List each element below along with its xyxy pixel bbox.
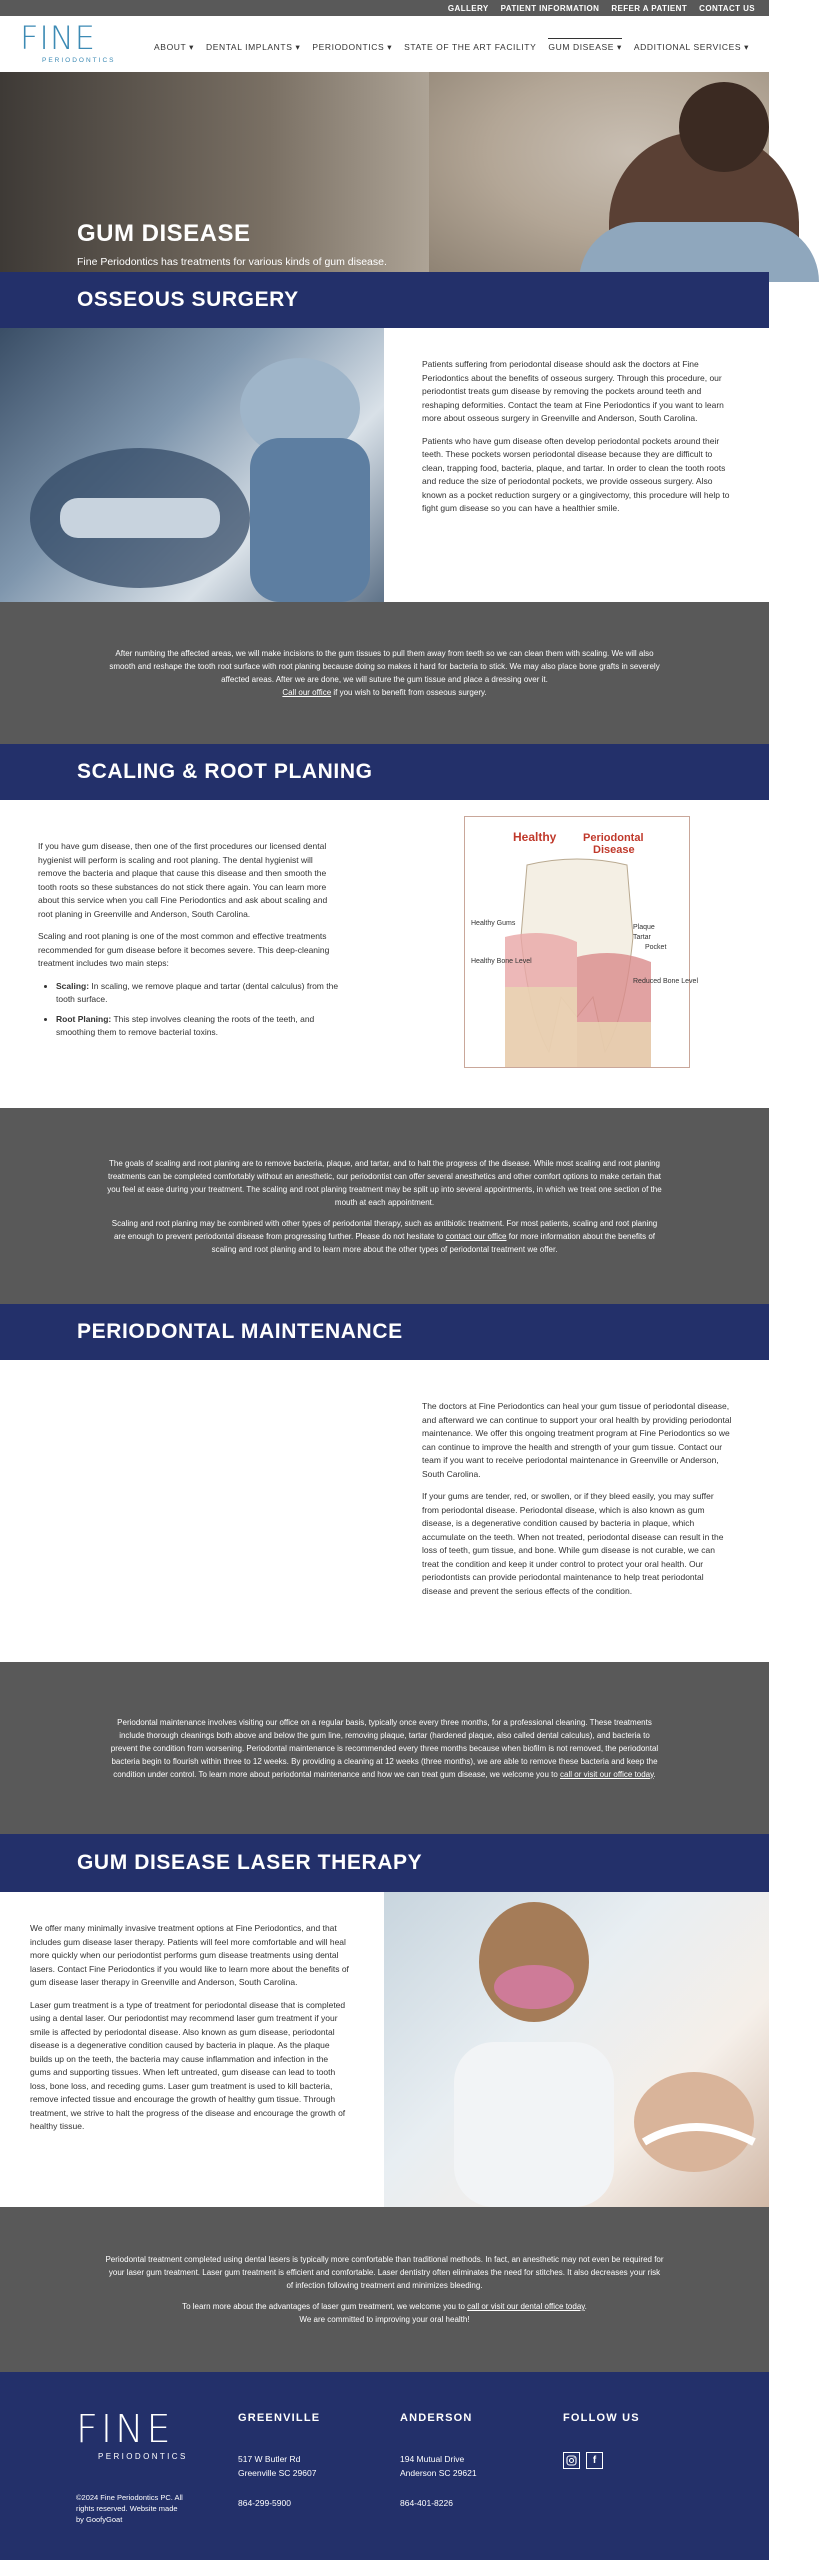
step-label: Scaling:: [56, 980, 90, 991]
nav-item-label: ABOUT: [154, 42, 187, 52]
laser-grey-paragraph-1: Periodontal treatment completed using dental lasers is typically more comfortable than traditional methods. In fact, an anesthetic may not even be required for your laser gum treatment. Laser gum treatment is efficient and comfortable. Laser dentistry often eliminates the need for stitches. It also decreases your risk of infection following treatment and minimizes bleeding.: [105, 2255, 664, 2290]
diagram-label-tartar: Tartar: [633, 934, 651, 941]
section-title: GUM DISEASE LASER THERAPY: [77, 1851, 423, 1874]
maintenance-paragraph-2: If your gums are tender, red, or swollen, or if they bleed easily, you may suffer from periodontal disease. Periodontal disease, which is also known as gum disease, is a degenerative condition caused by bacteria in plaque, which accumulate on the teeth. When not treated, periodontal disease can result in the loss of teeth, gum tissue, and bone. While gum disease is not curable, we can treat the condition and keep it under control to protect your oral health. Our periodontists can provide periodontal maintenance to help treat periodontal disease and prevent the serious effects of the condition.: [422, 1491, 724, 1596]
surgery-photo: [0, 328, 384, 602]
logo-wordmark: FINE: [20, 19, 96, 57]
contact-office-link[interactable]: contact our office: [445, 1231, 507, 1241]
site-logo[interactable]: [20, 19, 120, 66]
scaling-grey-tail: for more information about the benefits of scaling and root planing and to learn more about the other types of periodontal treatment we offer.: [211, 1231, 656, 1254]
osseous-grey-text: [105, 647, 664, 699]
footer-address-greenville: [238, 2452, 316, 2480]
osseous-grey-body: After numbing the affected areas, we will make incisions to the gum tissues to pull them away from teeth so we can clean them with scaling. We will also smooth and reshape the tooth root surface with root planing because doing so makes it hard for bacteria to stick. We may also place bone grafts in severely affected areas. After we are done, we will suture the gum tissue and place a dressing over it.: [109, 649, 660, 684]
hero-photo: [429, 72, 769, 272]
footer-copyright: ©2024 Fine Periodontics PC. All rights reserved. Website made by GoofyGoat: [76, 2493, 183, 2524]
osseous-grey-tail: if you wish to benefit from osseous surgery.: [331, 688, 487, 697]
topbar-link-patient-information[interactable]: PATIENT INFORMATION: [500, 3, 600, 13]
maintenance-grey-tail: .: [653, 1769, 656, 1779]
nav-item-label: GUM DISEASE: [548, 42, 615, 52]
address-line: Greenville SC 29607: [238, 2468, 317, 2478]
laser-grey-closing: We are committed to improving your oral health!: [299, 2315, 470, 2324]
footer-phone-anderson[interactable]: 864-401-8226: [400, 2498, 453, 2508]
diagram-label-plaque: Plaque: [633, 924, 655, 931]
scaling-grey-panel: [0, 1108, 769, 1304]
nav-item-facility[interactable]: STATE OF THE ART FACILITY: [404, 42, 537, 52]
footer-address-anderson: [400, 2452, 477, 2480]
footer-logo[interactable]: [76, 2407, 188, 2461]
laser-grey-body: To learn more about the advantages of laser gum treatment, we welcome you to: [182, 2302, 468, 2311]
chevron-down-icon: ▾: [295, 42, 301, 52]
step-text: This step involves cleaning the roots of the teeth, and smoothing them to remove bacterial toxins.: [56, 1013, 315, 1037]
laser-paragraph-1: We offer many minimally invasive treatment options at Fine Periodontics, and that includes gum disease laser therapy. Patients will feel more comfortable and will heal more quickly when our periodontist performs gum disease treatments using dental lasers. Contact Fine Periodontics if you would like to learn more about the benefits of gum disease laser therapy in Greenville and Anderson, South Carolina.: [30, 1923, 349, 1987]
address-line: 517 W Butler Rd: [238, 2454, 301, 2464]
chevron-down-icon: ▾: [744, 42, 749, 52]
nav-item-periodontics[interactable]: [312, 42, 392, 53]
section-title: OSSEOUS SURGERY: [77, 288, 299, 311]
page-subtitle: Fine Periodontics has treatments for various kinds of gum disease.: [77, 256, 387, 268]
call-visit-office-link[interactable]: call or visit our office today: [560, 1769, 654, 1779]
step-label: Root Planing:: [56, 1013, 112, 1024]
osseous-grey-panel: [0, 602, 769, 744]
diagram-label-pocket: Pocket: [645, 944, 667, 951]
laser-grey-tail: .: [584, 2302, 587, 2311]
diagram-label-healthy: Healthy: [513, 830, 557, 844]
call-visit-dental-office-link[interactable]: call or visit our dental office today: [467, 2302, 585, 2311]
topbar-link-refer-a-patient[interactable]: REFER A PATIENT: [611, 3, 688, 13]
nav-item-about[interactable]: [154, 42, 194, 53]
chevron-down-icon: ▾: [189, 42, 195, 52]
periodontal-disease-diagram: [464, 816, 698, 1068]
footer-logo-subtitle: PERIODONTICS: [98, 2452, 188, 2461]
maintenance-grey-text: [105, 1716, 664, 1781]
call-office-link[interactable]: Call our office: [282, 688, 332, 697]
page-title: GUM DISEASE: [77, 220, 251, 247]
laser-grey-paragraph-2: [105, 2300, 664, 2326]
footer-heading-greenville: GREENVILLE: [238, 2412, 321, 2424]
instagram-glyph: [566, 2455, 577, 2466]
nav-item-dental-implants[interactable]: [206, 42, 300, 53]
osseous-paragraph-2: Patients who have gum disease often develop periodontal pockets around their teeth. These pockets worsen periodontal disease because they are difficult to clean, trapping food, bacteria, plaque, and tartar. In order to clean the tooth roots and reduce the size of periodontal pockets, we provide osseous surgery. Also known as a pocket reduction surgery or a gingivectomy, this procedure will help to fight gum disease so you can have a healthier smile.: [422, 435, 730, 513]
hero-banner: [0, 72, 769, 272]
site-header: [0, 16, 769, 72]
footer-phone-greenville[interactable]: 864-299-5900: [238, 2498, 291, 2508]
site-footer: [0, 2372, 769, 2560]
chevron-down-icon: ▾: [387, 42, 393, 52]
nav-item-label: ADDITIONAL SERVICES: [633, 42, 742, 52]
scaling-text: [38, 840, 343, 1046]
section-heading-laser: [0, 1834, 769, 1892]
laser-paragraph-2: Laser gum treatment is a type of treatment for periodontal disease that is completed using a dental laser. Our periodontist may recommend laser gum treatment if your smile is affected by periodontal disease. Also known as gum disease, periodontal disease is a degenerative condition caused by bacteria in plaque. As the plaque builds up on the teeth, the bacteria may cause inflammation and infection in the gums and supporting tissues. When left untreated, gum disease can lead to tooth loss, bone loss, and receding gums. Laser gum treatment is used to kill bacteria, remove infected tissue and encourage the growth of healthy gum tissue. Through treatment, we strive to halt the progress of the disease and encourage the growth of healthy tissue.: [30, 1999, 346, 2131]
address-line: Anderson SC 29621: [400, 2468, 477, 2478]
nav-item-additional-services[interactable]: [634, 42, 749, 53]
maintenance-grey-body: Periodontal maintenance involves visiting our office on a regular basis, typically once every three months, for a professional cleaning. These treatments include thorough cleanings both above and below the gum line, removing plaque, tartar (hardened plaque, also called dental calculus), and bacteria to prevent the condition from worsening. Periodontal maintenance is recommended every three months because when biofilm is not removed, the periodontal bacteria begin to flourish within three to 12 weeks. By providing a cleaning at 12 weeks (three months), we are able to remove these bacteria and keep the condition under control. To learn more about periodontal maintenance and how we can treat gum disease, we welcome you to: [110, 1717, 659, 1779]
scaling-steps-list: [38, 980, 343, 1040]
section-heading-maintenance: [0, 1304, 769, 1360]
scaling-paragraph-2: Scaling and root planing is one of the most common and effective treatments recommended for gum disease before it becomes severe. This deep-cleaning treatment includes two main steps:: [38, 931, 330, 968]
hero-photo-child: [679, 82, 769, 172]
nav-item-label: PERIODONTICS: [312, 42, 385, 52]
topbar-link-contact-us[interactable]: CONTACT US: [699, 3, 755, 13]
chevron-down-icon: ▾: [616, 42, 622, 52]
footer-logo-wordmark: FINE: [76, 2407, 174, 2451]
laser-illustration: [384, 1892, 769, 2207]
laser-treatment-photo: [384, 1892, 769, 2207]
osseous-text: [422, 358, 732, 525]
footer-heading-anderson: ANDERSON: [400, 2412, 473, 2424]
top-utility-bar: [0, 0, 769, 16]
scaling-grey-paragraph-1: The goals of scaling and root planing are to remove bacteria, plaque, and tartar, and to halt the progress of the disease. While most scaling and root planing treatments can be completed comfortably without an anesthetic, our periodontist can offer several anesthetics and other comfort options to make certain that you feel at ease during your treatment. The scaling and root planing treatment may be split up into several appointments, in which we treat one section of the mouth at each appointment.: [107, 1158, 662, 1207]
osseous-paragraph-1: Patients suffering from periodontal disease should ask the doctors at Fine Periodontics about the benefits of osseous surgery. Through this procedure, our periodontist treats gum disease by removing the pockets around teeth and reshaping deformities. Contact the team at Fine Periodontics if you want to learn more about osseous surgery in Greenville and Anderson, South Carolina.: [422, 359, 724, 423]
laser-grey-panel: [0, 2207, 769, 2372]
laser-text: [30, 1922, 350, 2143]
main-nav: [154, 42, 749, 53]
surgery-illustration: [0, 328, 384, 602]
section-heading-osseous: [0, 272, 769, 328]
list-item: [56, 1013, 343, 1040]
diagram-label-disease: Periodontal Disease: [583, 832, 644, 856]
maintenance-paragraph-1: The doctors at Fine Periodontics can heal your gum tissue of periodontal disease, and afterward we can continue to support your oral health by providing periodontal maintenance. We offer this ongoing treatment program at Fine Periodontics so we can continue to improve the health and strength of your gum tissue. Contact our team if you want to receive periodontal maintenance in Greenville or Anderson, South Carolina.: [422, 1401, 732, 1479]
list-item: [56, 980, 343, 1007]
section-title: SCALING & ROOT PLANING: [77, 760, 373, 783]
nav-item-gum-disease[interactable]: [548, 38, 621, 53]
diagram-label-healthy-bone: Healthy Bone Level: [471, 958, 532, 965]
section-title: PERIODONTAL MAINTENANCE: [77, 1320, 403, 1343]
diagram-label-reduced-bone: Reduced Bone Level: [633, 978, 698, 985]
scaling-grey-body: Scaling and root planing may be combined with other types of periodontal therapy, such as antibiotic treatment. For most patients, scaling and root planing are enough to prevent periodontal disease from progressing further. Please do not hesitate to: [111, 1218, 658, 1241]
scaling-paragraph-1: If you have gum disease, then one of the first procedures our licensed dental hygienist will perform is scaling and root planing. The dental hygienist will remove the bacteria and plaque that cause this disease and then smooth the tooth roots so these substances do not stick there again. You can learn more about this service when you call Fine Periodontics and ask about scaling and root planing in Greenville and Anderson, South Carolina.: [38, 841, 328, 919]
facebook-icon[interactable]: f: [586, 2452, 603, 2469]
scaling-grey-paragraph-2: [105, 1217, 664, 1256]
nav-item-label: DENTAL IMPLANTS: [206, 42, 293, 52]
tooth-diagram-svg: [465, 817, 698, 1067]
diagram-label-healthy-gums: Healthy Gums: [471, 920, 516, 927]
instagram-icon[interactable]: [563, 2452, 580, 2469]
footer-heading-follow: FOLLOW US: [563, 2412, 640, 2424]
section-heading-scaling: [0, 744, 769, 800]
logo-subtitle: PERIODONTICS: [42, 57, 116, 64]
maintenance-grey-panel: [0, 1662, 769, 1834]
maintenance-text: [422, 1400, 732, 1607]
topbar-link-gallery[interactable]: GALLERY: [447, 3, 489, 13]
step-text: In scaling, we remove plaque and tartar (dental calculus) from the tooth surface.: [56, 980, 339, 1004]
address-line: 194 Mutual Drive: [400, 2454, 465, 2464]
